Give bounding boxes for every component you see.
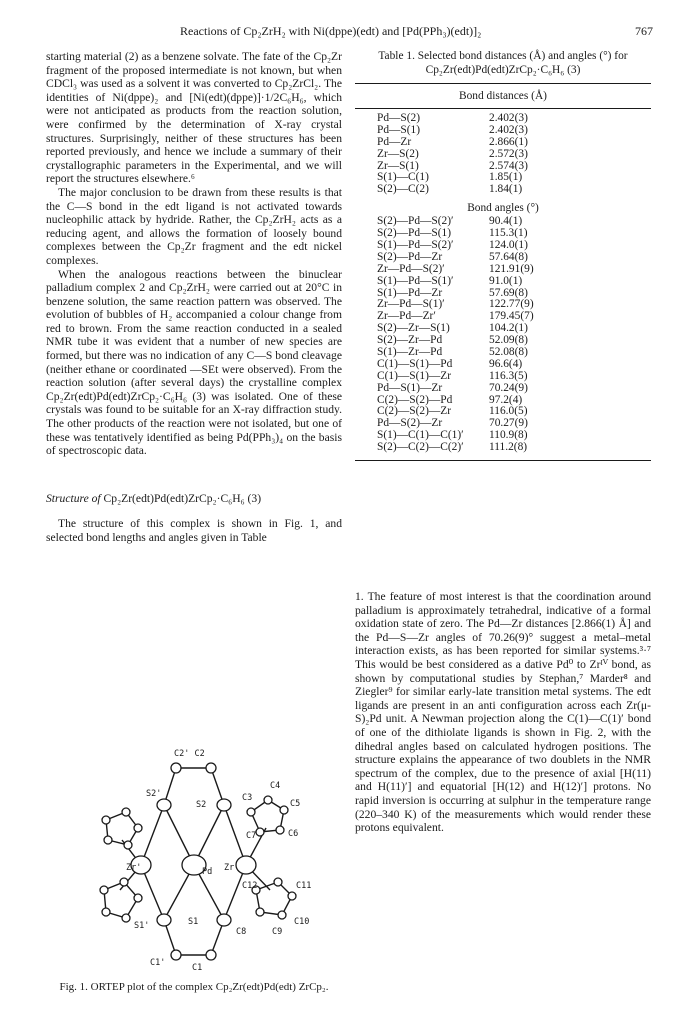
table-row <box>377 184 651 196</box>
paragraph: starting material (2) as a benzene solvate. The fate of the Cp₂Zr fragment of the proposed intermediate is not known, but when CDCl₃ was used as a solvent it was converted to Cp₂ZrCl₂. The identities of Ni(dppe)₂ and [Ni(edt)(dppe)]·1/2C₆H₆, which were not anticipated as products from the reaction solution, were confirmed by the determination of X-ray crystal structures. Surprisingly, neither of these structures has been reported previously, and hence we include a summary of their crystallographic parameters in the Experimental, and we will report the structures elsewhere.⁶ <box>46 50 342 186</box>
bond-label: Zr—Pd—S(1)′ <box>377 298 445 311</box>
bond-label: S(1)—Zr—Pd <box>377 346 443 359</box>
section-heading-formula: Cp₂Zr(edt)Pd(edt)ZrCp₂·C₆H₆ (3) <box>103 491 262 505</box>
bond-value: 111.2(8) <box>489 441 528 454</box>
section-heading-prefix: Structure of <box>46 491 104 505</box>
bond-label: S(1)—Pd—S(1)′ <box>377 274 454 287</box>
bond-value: 116.3(5) <box>489 369 528 382</box>
atom-label: C6 <box>288 829 299 839</box>
distances-heading: Bond distances (Å) <box>459 90 547 102</box>
bond-value: 70.24(9) <box>489 381 528 394</box>
atom-label: Zr <box>224 863 235 873</box>
atom-label: C2' C2 <box>174 749 205 759</box>
running-header <box>0 24 693 42</box>
bond-value: 57.64(8) <box>489 250 528 263</box>
bond-label: S(1)—C(1) <box>377 171 429 184</box>
paragraph: 1. The feature of most interest is that the coordination around palladium is approximately tetrahedral, indicative of a formal oxidation state of zero. The Pd—Zr distances [2.866(1) Å] and the Pd—S—Zr angles of 70.26(9)° suggest a metal–metal interaction exists, as has been reported for similar systems.³·⁷ This would be best considered as a dative Pd⁰ to Zrᴵⱽ bond, as shown by computational studies by Stephan,⁷ Marder⁸ and Ziegler⁹ for similar early-late transition metal systems. The edt ligands are present in an anti configuration across each Zr(μ-S)₂Pd unit. A Newman projection along the C(1)—C(1)′ bond of one of the dithiolate ligands is shown in Fig. 2, with the dihedral angles based on calculated hydrogen positions. The structure explains the appearance of two doublets in the NMR spectrum of the complex, due to the presence of axial [H(11) and H(11)′] and equatorial [H(12) and H(12)′] protons. No rapid inversion is occurring at sulphur in the temperature range (220–340 K) of the measurements which would render these protons equivalent. <box>355 590 651 835</box>
paragraph: The major conclusion to be drawn from these results is that the C—S bond in the edt ligand is not activated towards nucleophilic attack by hydride. Rather, the Cp₂ZrH₂ acts as a reducing agent, and allows the formation of loosely bound complexes between the Cp₂Zr fragment and the edt nickel complexes. <box>46 185 342 267</box>
bond-value: 1.84(1) <box>489 183 523 196</box>
atom-label: C5 <box>290 799 301 809</box>
bond-value: 2.866(1) <box>489 135 528 148</box>
table-caption-line: Cp₂Zr(edt)Pd(edt)ZrCp₂·C₆H₆ (3) <box>425 63 581 76</box>
bond-label: C(1)—S(1)—Zr <box>377 369 452 382</box>
right-column <box>355 590 651 835</box>
paragraph: When the analogous reactions between the binuclear palladium complex 2 and Cp₂ZrH₂ were carried out at 20°C in benzene solution, the same reaction pattern was observed. The evolution of bubbles of H₂ accompanied a colour change from red to brown. From the same reaction conducted in a sealed NMR tube it was evident that a number of new species are formed, but there was no indication of any C—S bond cleavage (neither ethane or coordinated —SEt were observed). From the reaction solution (after several days) the crystalline complex Cp₂Zr(edt)Pd(edt)ZrCp₂·C₆H₆ (3) was isolated. One of these crystals was found to be suitable for an X-ray diffraction study. The other products of the reaction were not isolated, but one of these was tentatively identified as being Pd(PPh₃)₄ on the basis of spectroscopic data. <box>46 267 342 458</box>
bond-value: 179.45(7) <box>489 310 534 323</box>
bond-value: 2.402(3) <box>489 123 528 136</box>
table-row <box>377 383 651 395</box>
bond-label: S(1)—Pd—Zr <box>377 286 443 299</box>
table-row <box>377 371 651 383</box>
table-row <box>377 137 651 149</box>
bond-label: Pd—Zr <box>377 135 412 148</box>
bond-value: 2.402(3) <box>489 112 528 124</box>
table-caption-line: Table 1. Selected bond distances (Å) and angles (°) for <box>378 50 628 62</box>
atom-label: C12 <box>242 881 258 891</box>
bond-label: Pd—S(1)—Zr <box>377 381 443 394</box>
bond-label: S(1)—Pd—S(2)′ <box>377 239 454 252</box>
bond-label: C(1)—S(1)—Pd <box>377 357 453 370</box>
ortep-figure <box>46 740 342 978</box>
table-row <box>377 149 651 161</box>
bond-label: Pd—S(2)—Zr <box>377 417 443 430</box>
bond-value: 2.574(3) <box>489 159 528 172</box>
table-rule <box>355 460 651 461</box>
angles-heading: Bond angles (°) <box>467 202 539 215</box>
bond-label: S(2)—C(2) <box>377 183 429 196</box>
bond-label: Zr—S(1) <box>377 159 419 172</box>
atom-label: C10 <box>294 917 310 927</box>
page-number: 767 <box>635 24 653 38</box>
table-caption <box>355 50 651 77</box>
atom-label: C11 <box>296 881 312 891</box>
atom-label: C8 <box>236 927 247 937</box>
bond-label: S(2)—Pd—S(2)′ <box>377 215 454 228</box>
bond-value: 104.2(1) <box>489 322 528 335</box>
distances-rows <box>377 113 651 196</box>
bond-label: Zr—Pd—S(2)′ <box>377 262 445 275</box>
atom-label: S2 <box>196 800 207 810</box>
atom-label: S2' <box>146 789 162 799</box>
table-row <box>377 264 651 276</box>
bond-value: 121.91(9) <box>489 262 534 275</box>
atom-label: C9 <box>272 927 283 937</box>
bond-value: 96.6(4) <box>489 357 523 370</box>
bond-value: 90.4(1) <box>489 215 523 228</box>
section-heading <box>46 492 342 506</box>
table-row <box>377 442 651 454</box>
bond-value: 110.9(8) <box>489 429 528 442</box>
bond-value: 91.0(1) <box>489 274 523 287</box>
bond-label: S(2)—Pd—Zr <box>377 250 443 263</box>
bond-value: 57.69(8) <box>489 286 528 299</box>
paragraph: The structure of this complex is shown in Fig. 1, and selected bond lengths and angles given in Table <box>46 517 342 544</box>
atom-label: Zr' <box>126 863 142 873</box>
bond-value: 1.85(1) <box>489 171 523 184</box>
running-title: Reactions of Cp₂ZrH₂ with Ni(dppe)(edt) and [Pd(PPh₃)(edt)]₂ <box>180 24 482 38</box>
table-rule <box>355 108 651 109</box>
bond-value: 2.572(3) <box>489 147 528 160</box>
angles-rows <box>377 216 651 454</box>
atom-label: S1 <box>188 917 199 927</box>
atom-label: C3 <box>242 793 253 803</box>
bond-value: 70.27(9) <box>489 417 528 430</box>
bond-label: Pd—S(2) <box>377 112 421 124</box>
atom-label: C1 <box>192 963 203 973</box>
left-column <box>46 50 342 545</box>
bond-label: S(2)—Zr—Pd <box>377 334 443 347</box>
bond-value: 52.09(8) <box>489 334 528 347</box>
atom-label: Pd <box>202 867 213 877</box>
bond-value: 116.0(5) <box>489 405 528 418</box>
bond-label: Zr—S(2) <box>377 147 419 160</box>
atom-label: C7 <box>246 831 257 841</box>
atom-label: C4 <box>270 781 281 791</box>
bond-value: 115.3(1) <box>489 227 528 240</box>
ortep-plot <box>46 740 342 978</box>
bond-label: S(2)—Pd—S(1) <box>377 227 452 240</box>
table-row <box>377 276 651 288</box>
bond-value: 124.0(1) <box>489 239 528 252</box>
bond-value: 97.2(4) <box>489 393 523 406</box>
bond-label: S(2)—Zr—S(1) <box>377 322 450 335</box>
atom-label: C1' <box>150 958 166 968</box>
bond-value: 52.08(8) <box>489 346 528 359</box>
bond-label: S(2)—C(2)—C(2)′ <box>377 441 464 454</box>
atom-label: S1' <box>134 921 150 931</box>
table-row <box>377 252 651 264</box>
bond-table <box>355 50 651 461</box>
bond-label: C(2)—S(2)—Pd <box>377 393 453 406</box>
bond-value: 122.77(9) <box>489 298 534 311</box>
table-row <box>377 125 651 137</box>
bond-label: Pd—S(1) <box>377 123 421 136</box>
bond-label: Zr—Pd—Zr′ <box>377 310 436 323</box>
bond-label: C(2)—S(2)—Zr <box>377 405 452 418</box>
figure-caption: Fig. 1. ORTEP plot of the complex Cp₂Zr(edt)Pd(edt) ZrCp₂. <box>59 981 329 993</box>
bond-label: S(1)—C(1)—C(1)′ <box>377 429 464 442</box>
